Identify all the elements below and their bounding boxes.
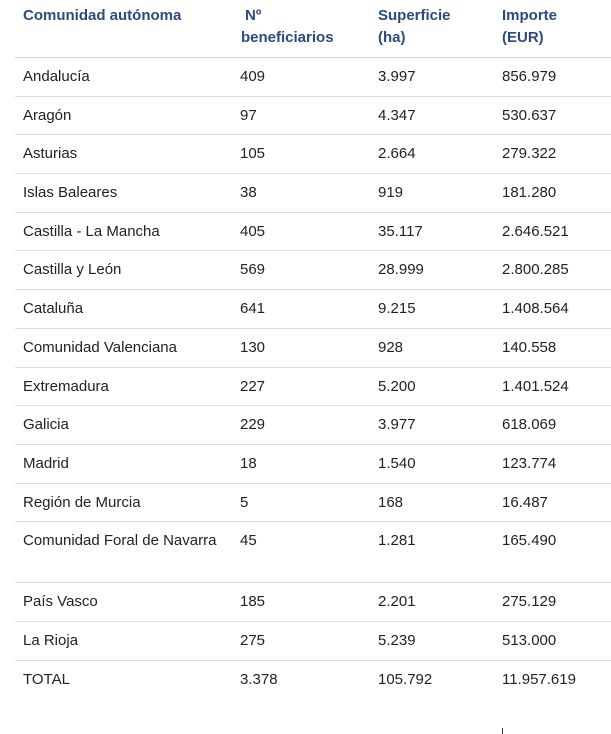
total-superficie: 105.792 (378, 670, 433, 688)
cell-beneficiarios: 130 (240, 338, 266, 356)
cell-importe: 275.129 (502, 593, 557, 611)
cell-importe: 618.069 (502, 416, 557, 434)
cell-region: Castilla y León (23, 261, 122, 279)
header-beneficiarios (232, 0, 370, 57)
cell-importe: 1.401.524 (502, 377, 569, 395)
cell-beneficiarios: 38 (240, 184, 257, 202)
cell-superficie: 9.215 (378, 300, 416, 318)
cell-superficie: 928 (378, 338, 404, 356)
cell-beneficiarios: 409 (240, 68, 266, 85)
total-beneficiarios: 3.378 (240, 670, 278, 688)
cell-region: País Vasco (23, 593, 98, 611)
cell-importe: 279.322 (502, 145, 557, 163)
header-superficie-line1: Superficie (378, 7, 451, 24)
table-total-row (15, 661, 611, 700)
cell-beneficiarios: 97 (240, 106, 257, 124)
cell-superficie: 28.999 (378, 261, 424, 279)
cell-superficie: 5.239 (378, 631, 416, 649)
cell-superficie: 5.200 (378, 377, 416, 395)
cell-beneficiarios: 45 (240, 532, 257, 550)
cell-beneficiarios: 641 (240, 300, 266, 318)
table-header-row (15, 0, 611, 58)
page-edge-marker (502, 728, 503, 734)
cell-region: Castilla - La Mancha (23, 222, 160, 240)
cell-importe: 856.979 (502, 68, 557, 85)
cell-region: Galicia (23, 416, 69, 434)
cell-beneficiarios: 18 (240, 454, 257, 472)
cell-beneficiarios: 569 (240, 261, 266, 279)
cell-importe: 140.558 (502, 338, 557, 356)
cell-importe: 2.800.285 (502, 261, 569, 279)
table-row (15, 583, 611, 622)
cell-importe: 530.637 (502, 106, 557, 124)
total-importe: 11.957.619 (502, 670, 576, 688)
table-row (15, 135, 611, 174)
cell-beneficiarios: 5 (240, 493, 249, 511)
cell-superficie: 4.347 (378, 106, 416, 124)
header-beneficiarios-line2: beneficiarios (241, 29, 334, 46)
table-row (15, 406, 611, 445)
cell-importe: 1.408.564 (502, 300, 569, 318)
cell-importe: 2.646.521 (502, 222, 569, 240)
cell-superficie: 35.117 (378, 222, 423, 240)
cell-importe: 165.490 (502, 532, 557, 550)
cell-importe: 513.000 (502, 631, 557, 649)
table-row (15, 329, 611, 368)
cell-importe: 16.487 (502, 493, 548, 511)
total-label: TOTAL (23, 670, 70, 688)
table-row (15, 368, 611, 407)
cell-region: Comunidad Foral de Navarra (23, 532, 217, 550)
cell-beneficiarios: 229 (240, 416, 266, 434)
table-row (15, 522, 611, 583)
cell-superficie: 919 (378, 184, 404, 202)
cell-region: La Rioja (23, 631, 79, 649)
table-row (15, 251, 611, 290)
cell-region: Región de Murcia (23, 493, 141, 511)
table-row (15, 58, 611, 97)
table-row (15, 484, 611, 523)
table-row (15, 174, 611, 213)
header-superficie (370, 0, 494, 57)
cell-region: Extremadura (23, 377, 109, 395)
cell-beneficiarios: 105 (240, 145, 266, 163)
header-importe-line1: Importe (502, 7, 558, 24)
table-row (15, 213, 611, 252)
cell-importe: 123.774 (502, 454, 557, 472)
cell-superficie: 3.977 (378, 416, 416, 434)
cell-superficie: 3.997 (378, 68, 416, 85)
cell-importe: 181.280 (502, 184, 557, 202)
cell-region: Aragón (23, 106, 72, 124)
cell-superficie: 1.540 (378, 454, 416, 472)
cell-superficie: 1.281 (378, 532, 416, 550)
header-comunidad (15, 0, 232, 57)
cell-beneficiarios: 227 (240, 377, 266, 395)
cell-region: Madrid (23, 454, 69, 472)
header-comunidad-label: Comunidad autónoma (23, 7, 182, 24)
cell-region: Cataluña (23, 300, 84, 318)
cell-region: Islas Baleares (23, 184, 118, 202)
cell-superficie: 168 (378, 493, 404, 511)
table-row (15, 622, 611, 661)
table-row (15, 290, 611, 329)
table-row (15, 97, 611, 136)
data-table (15, 0, 611, 700)
cell-region: Comunidad Valenciana (23, 338, 177, 356)
cell-superficie: 2.664 (378, 145, 416, 163)
header-beneficiarios-line1: Nº (245, 7, 262, 24)
header-importe-line2: (EUR) (502, 29, 544, 46)
cell-beneficiarios: 275 (240, 631, 266, 649)
cell-superficie: 2.201 (378, 593, 416, 611)
cell-beneficiarios: 185 (240, 593, 266, 611)
header-importe (494, 0, 611, 57)
header-superficie-line2: (ha) (378, 29, 406, 46)
cell-beneficiarios: 405 (240, 222, 266, 240)
table-row (15, 445, 611, 484)
cell-region: Andalucía (23, 68, 90, 85)
cell-region: Asturias (23, 145, 78, 163)
